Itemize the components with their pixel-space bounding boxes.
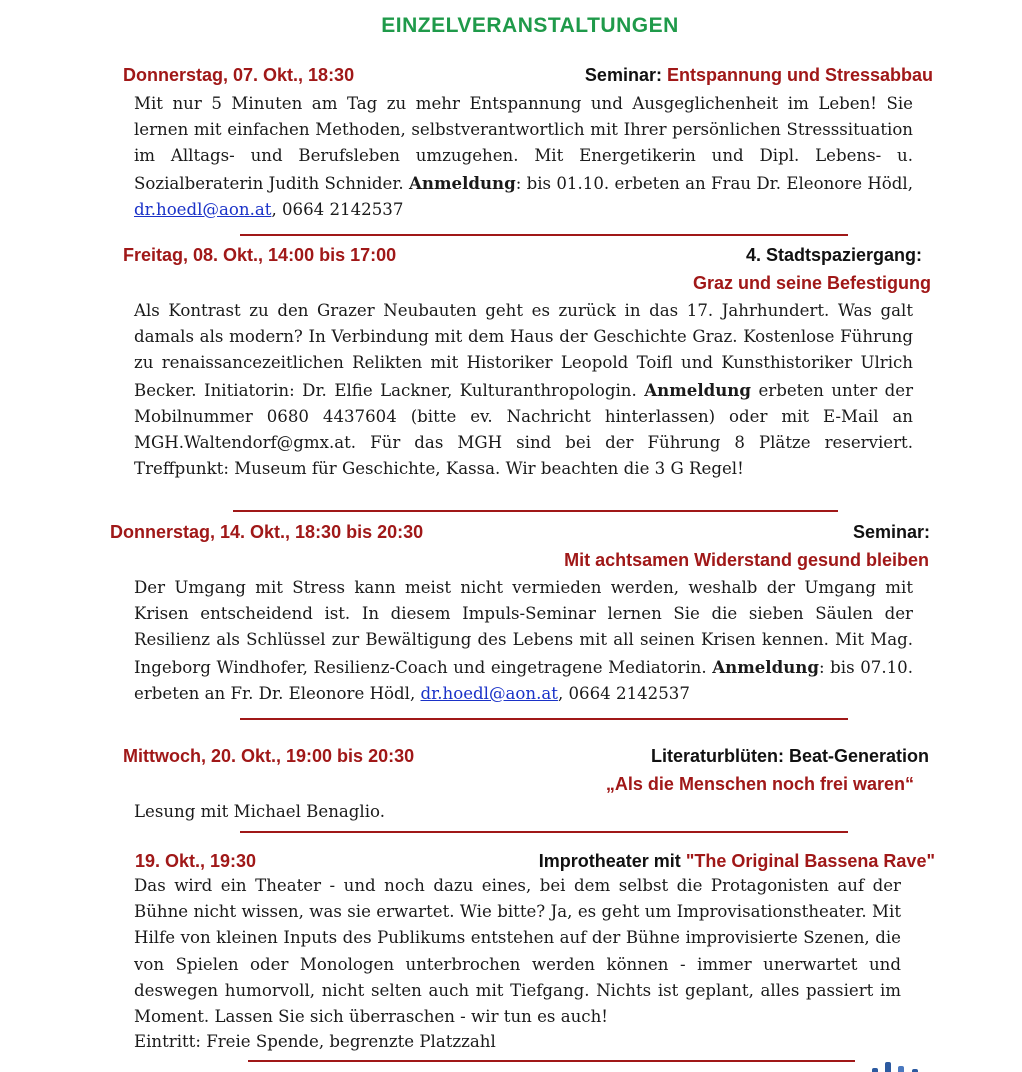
phone-number: , 0664 2142537: [271, 199, 404, 219]
divider: [240, 831, 848, 833]
event-type-title: "The Original Bassena Rave": [685, 851, 935, 871]
event-description: [134, 799, 913, 825]
event-description: [134, 298, 913, 482]
event-description: [134, 873, 901, 1030]
event-date: Freitag, 08. Okt., 14:00 bis 17:00: [123, 245, 397, 265]
page-title: EINZELVERANSTALTUNGEN: [381, 14, 679, 37]
event-type-prefix: Improtheater mit: [538, 851, 681, 871]
event-body-text: Als Kontrast zu den Grazer Neubauten geht es zurück in das 17. Jahrhundert. Was galt damals als modern? In Verbindung mit dem Haus der Geschichte Graz. Kostenlose Führung zu renaissancezeitlichen Relikten mit Historiker Leopold Toifl und Kunsthistoriker Ulrich Becker. Initiatorin: Dr. Elfie Lackner, Kulturanthropologin.: [134, 301, 913, 400]
event-date: Mittwoch, 20. Okt., 19:00 bis 20:30: [123, 746, 415, 766]
event-type-title: „Als die Menschen noch frei waren“: [605, 774, 914, 794]
divider: [240, 718, 848, 720]
event-type-prefix: 4. Stadtspaziergang:: [745, 245, 922, 265]
event-type-title: Mit achtsamen Widerstand gesund bleiben: [564, 550, 929, 570]
logo-fragment-icon: [868, 1058, 928, 1072]
event-date: Donnerstag, 07. Okt., 18:30: [123, 65, 355, 85]
event-type-title: Graz und seine Befestigung: [692, 273, 931, 293]
event-body-text: Das wird ein Theater - und noch dazu eines, bei dem selbst die Protagonisten auf der Bühne nicht wissen, was sie erwartet. Wie bitte? Ja, es geht um Improvisationstheater. Mit Hilfe von kleinen Inputs des Publikums entstehen auf der Bühne improvisierte Szenen, die von Spielen oder Monologen unterbrochen werden können - immer unerwartet und deswegen humorvoll, nicht selten auch mit Tiefgang. Nichts ist geplant, alles passiert im Moment. Lassen Sie sich überraschen - wir tun es auch!: [134, 876, 901, 1027]
event-type-prefix: Literaturblüten: Beat-Generation: [650, 746, 929, 766]
event-body-text: Der Umgang mit Stress kann meist nicht vermieden werden, weshalb der Umgang mit Krisen entscheidend ist. In diesem Impuls-Seminar lernen Sie die sieben Säulen der Resilienz als Schlüssel zur Bewältigung des Lebens mit all seinen Krisen kennen. Mit Mag. Ingeborg Windhofer, Resilienz-Coach und eingetragene Mediatorin.: [134, 578, 913, 677]
event-date: 19. Okt., 19:30: [135, 851, 257, 871]
event-type-prefix: Seminar:: [584, 65, 662, 85]
event-type-prefix: Seminar:: [852, 522, 930, 542]
email-link[interactable]: dr.hoedl@aon.at: [134, 199, 272, 219]
event-description: [134, 91, 913, 223]
event-type-title: Entspannung und Stressabbau: [666, 65, 933, 85]
divider: [240, 234, 848, 236]
event-description: [134, 575, 913, 707]
registration-text: erbeten unter der Mobilnummer 0680 4437604 (bitte ev. Nachricht hinterlassen) oder mit E-Mail an MGH.Waltendorf@gmx.at. Für das MGH sind bei der Führung 8 Plätze reserviert. Treffpunkt: Museum für Geschichte, Kassa. Wir beachten die 3 G Regel!: [134, 380, 913, 479]
divider: [248, 1060, 855, 1062]
event-type: [585, 65, 933, 86]
divider: [233, 510, 838, 512]
event-note: Eintritt: Freie Spende, begrenzte Platzzahl: [134, 1032, 496, 1051]
registration-label: Anmeldung: [409, 172, 516, 193]
registration-text: : bis 01.10. erbeten an Frau Dr. Eleonore Hödl,: [515, 173, 913, 193]
event-type: [539, 851, 935, 872]
event-body-text: Lesung mit Michael Benaglio.: [134, 802, 385, 821]
registration-label: Anmeldung: [712, 656, 819, 677]
phone-number: , 0664 2142537: [557, 683, 690, 703]
event-date: Donnerstag, 14. Okt., 18:30 bis 20:30: [110, 522, 424, 542]
email-link[interactable]: dr.hoedl@aon.at: [420, 683, 558, 703]
registration-text: : bis 07.10. erbeten an Fr. Dr. Eleonore Hödl,: [134, 657, 913, 703]
event-body-text: Mit nur 5 Minuten am Tag zu mehr Entspannung und Ausgeglichenheit im Leben! Sie lernen mit einfachen Methoden, selbstverantwortlich mit Ihrer persönlichen Stresssituation im Alltags- und Berufsleben umzugehen. Mit Energetikerin und Dipl. Lebens- u. Sozialberaterin Judith Schnider.: [134, 94, 913, 193]
registration-label: Anmeldung: [644, 379, 751, 400]
